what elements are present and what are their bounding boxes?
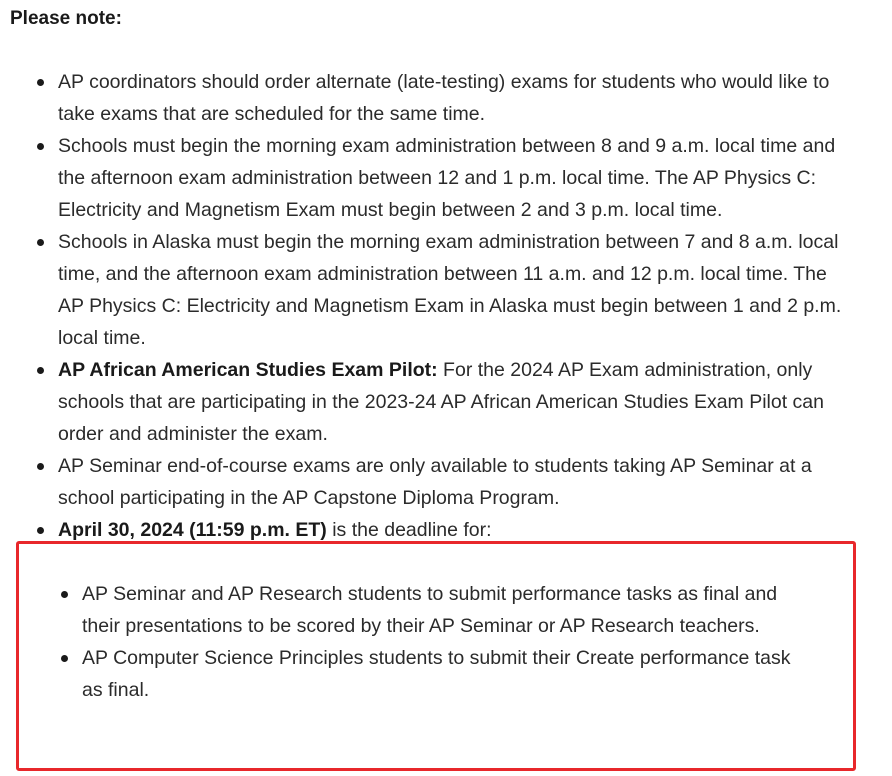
list-item bbox=[58, 450, 842, 514]
deadline-text: is the deadline for: bbox=[326, 519, 492, 541]
sub-item-text: AP Computer Science Principles students to submit their Create performance task as final. bbox=[82, 647, 791, 701]
item-bold-lead: AP African American Studies Exam Pilot: bbox=[58, 359, 438, 381]
deadline-date: April 30, 2024 (11:59 p.m. ET) bbox=[58, 519, 327, 541]
list-item bbox=[58, 354, 842, 450]
item-text: Schools must begin the morning exam administration between 8 and 9 a.m. local time and the afternoon exam administration between 12 and 1 p.m. local time. The AP Physics C: Electricity and Magnetism Exam must begin between 2 and 3 p.m. local time. bbox=[58, 135, 836, 221]
item-text: AP coordinators should order alternate (late-testing) exams for students who would like to take exams that are scheduled for the same time. bbox=[58, 71, 830, 125]
item-text: Schools in Alaska must begin the morning exam administration between 7 and 8 a.m. local time, and the afternoon exam administration between 11 a.m. and 12 p.m. local time. The AP Physics C: Electricity and Magnetism Exam in Alaska must begin between 1 and 2 p.m. local time. bbox=[58, 231, 842, 349]
item-text: AP Seminar end-of-course exams are only available to students taking AP Seminar at a school participating in the AP Capstone Diploma Program. bbox=[58, 455, 812, 509]
list-item bbox=[58, 66, 842, 130]
notes-list bbox=[0, 66, 842, 706]
sub-item-text: AP Seminar and AP Research students to submit performance tasks as final and their presentations to be scored by their AP Seminar or AP Research teachers. bbox=[82, 583, 778, 637]
list-item bbox=[58, 226, 842, 354]
deadline-item bbox=[58, 514, 842, 706]
sub-list-item bbox=[82, 578, 812, 642]
sub-list-item bbox=[82, 642, 812, 706]
note-heading: Please note: bbox=[10, 8, 122, 29]
list-item bbox=[58, 130, 842, 226]
deadline-sublist bbox=[58, 578, 812, 706]
item-text: For the 2024 AP Exam administration, only schools that are participating in the 2023-24 AP African American Studies Exam Pilot can order and administer the exam. bbox=[58, 359, 824, 445]
